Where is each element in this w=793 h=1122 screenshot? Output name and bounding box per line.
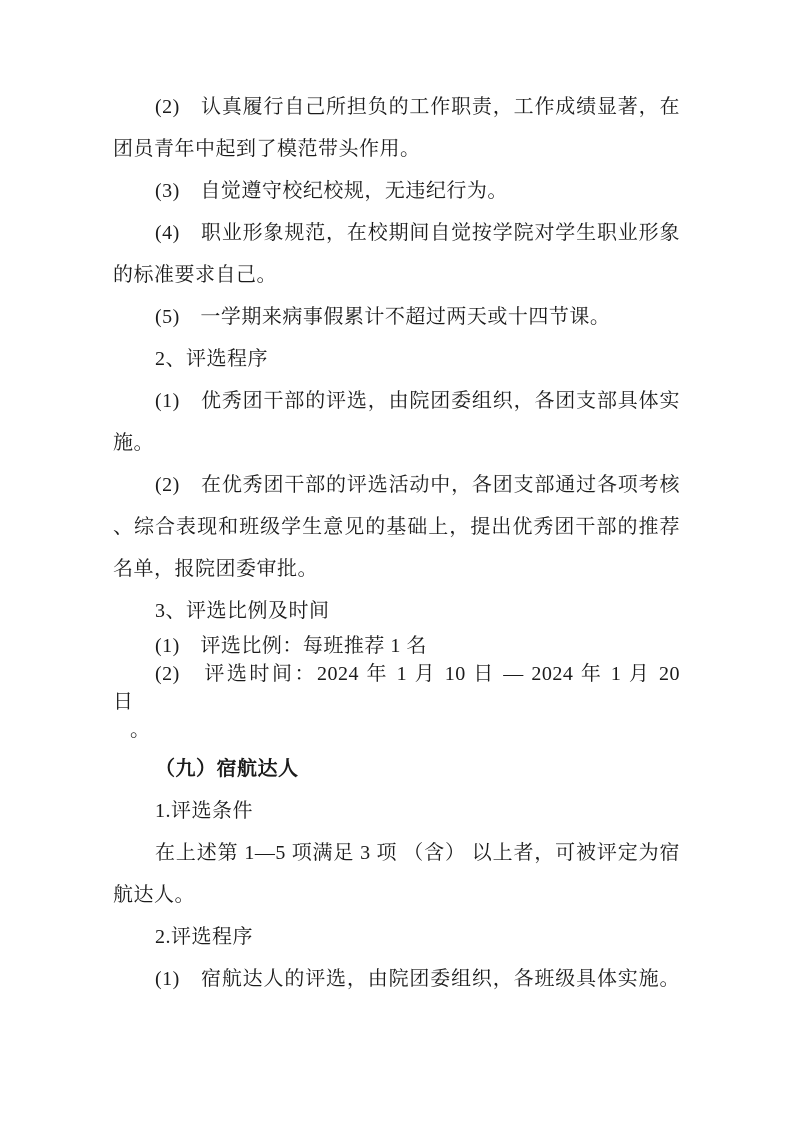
text-line: (1) 优秀团干部的评选，由院团委组织，各团支部具体实 — [155, 390, 680, 412]
text-line: 2、评选程序 — [155, 348, 268, 370]
paragraph-item-5-leave — [113, 296, 680, 338]
paragraph-procedure-2 — [113, 464, 680, 590]
heading-suhang-daren — [113, 748, 680, 790]
paragraph-suhang-conditions-title — [113, 790, 680, 832]
text-line: (2) 认真履行自己所担负的工作职责，工作成绩显著，在 — [155, 96, 680, 118]
text-line: (1) 宿航达人的评选，由院团委组织，各班级具体实施。 — [155, 968, 680, 990]
paragraph-item-4-image — [113, 212, 680, 296]
text-line: (2) 在优秀团干部的评选活动中，各团支部通过各项考核 — [155, 474, 680, 496]
text-line: 2.评选程序 — [155, 926, 253, 948]
text-line: 在上述第 1—5 项满足 3 项 （含） 以上者，可被评定为宿 — [155, 842, 680, 864]
text-line: 日 — [113, 691, 134, 713]
text-line: (5) 一学期来病事假累计不超过两天或十四节课。 — [155, 306, 611, 328]
text-line: 团员青年中起到了模范带头作用。 — [113, 138, 421, 160]
paragraph-procedure-1 — [113, 380, 680, 464]
paragraph-item-3-discipline — [113, 170, 680, 212]
paragraph-suhang-procedure-title — [113, 916, 680, 958]
paragraph-item-2-duty — [113, 86, 680, 170]
paragraph-ratio-1 — [113, 632, 680, 660]
text-line: 1.评选条件 — [155, 800, 253, 822]
text-line: 的标准要求自己。 — [113, 264, 277, 286]
paragraph-suhang-procedure-1 — [113, 958, 680, 1000]
text-line: 名单，报院团委审批。 — [113, 558, 318, 580]
text-line: (2) 评选时间：2024 年 1 月 10 日 — 2024 年 1 月 20 — [155, 663, 680, 685]
text-line: 施。 — [113, 432, 154, 454]
text-line: 。 — [130, 719, 151, 741]
paragraph-section-2-procedure — [113, 338, 680, 380]
paragraph-section-3-ratio-time — [113, 590, 680, 632]
text-line: 、综合表现和班级学生意见的基础上，提出优秀团干部的推荐 — [113, 516, 680, 538]
heading-text: （九）宿航达人 — [155, 758, 299, 780]
text-line: (3) 自觉遵守校纪校规，无违纪行为。 — [155, 180, 508, 202]
paragraph-time-2 — [113, 660, 680, 744]
text-line: (4) 职业形象规范，在校期间自觉按学院对学生职业形象 — [155, 222, 680, 244]
text-line: 3、评选比例及时间 — [155, 600, 330, 622]
text-line: (1) 评选比例：每班推荐 1 名 — [155, 635, 427, 657]
document-body — [113, 86, 680, 1000]
text-line: 航达人。 — [113, 884, 195, 906]
paragraph-suhang-conditions-body — [113, 832, 680, 916]
